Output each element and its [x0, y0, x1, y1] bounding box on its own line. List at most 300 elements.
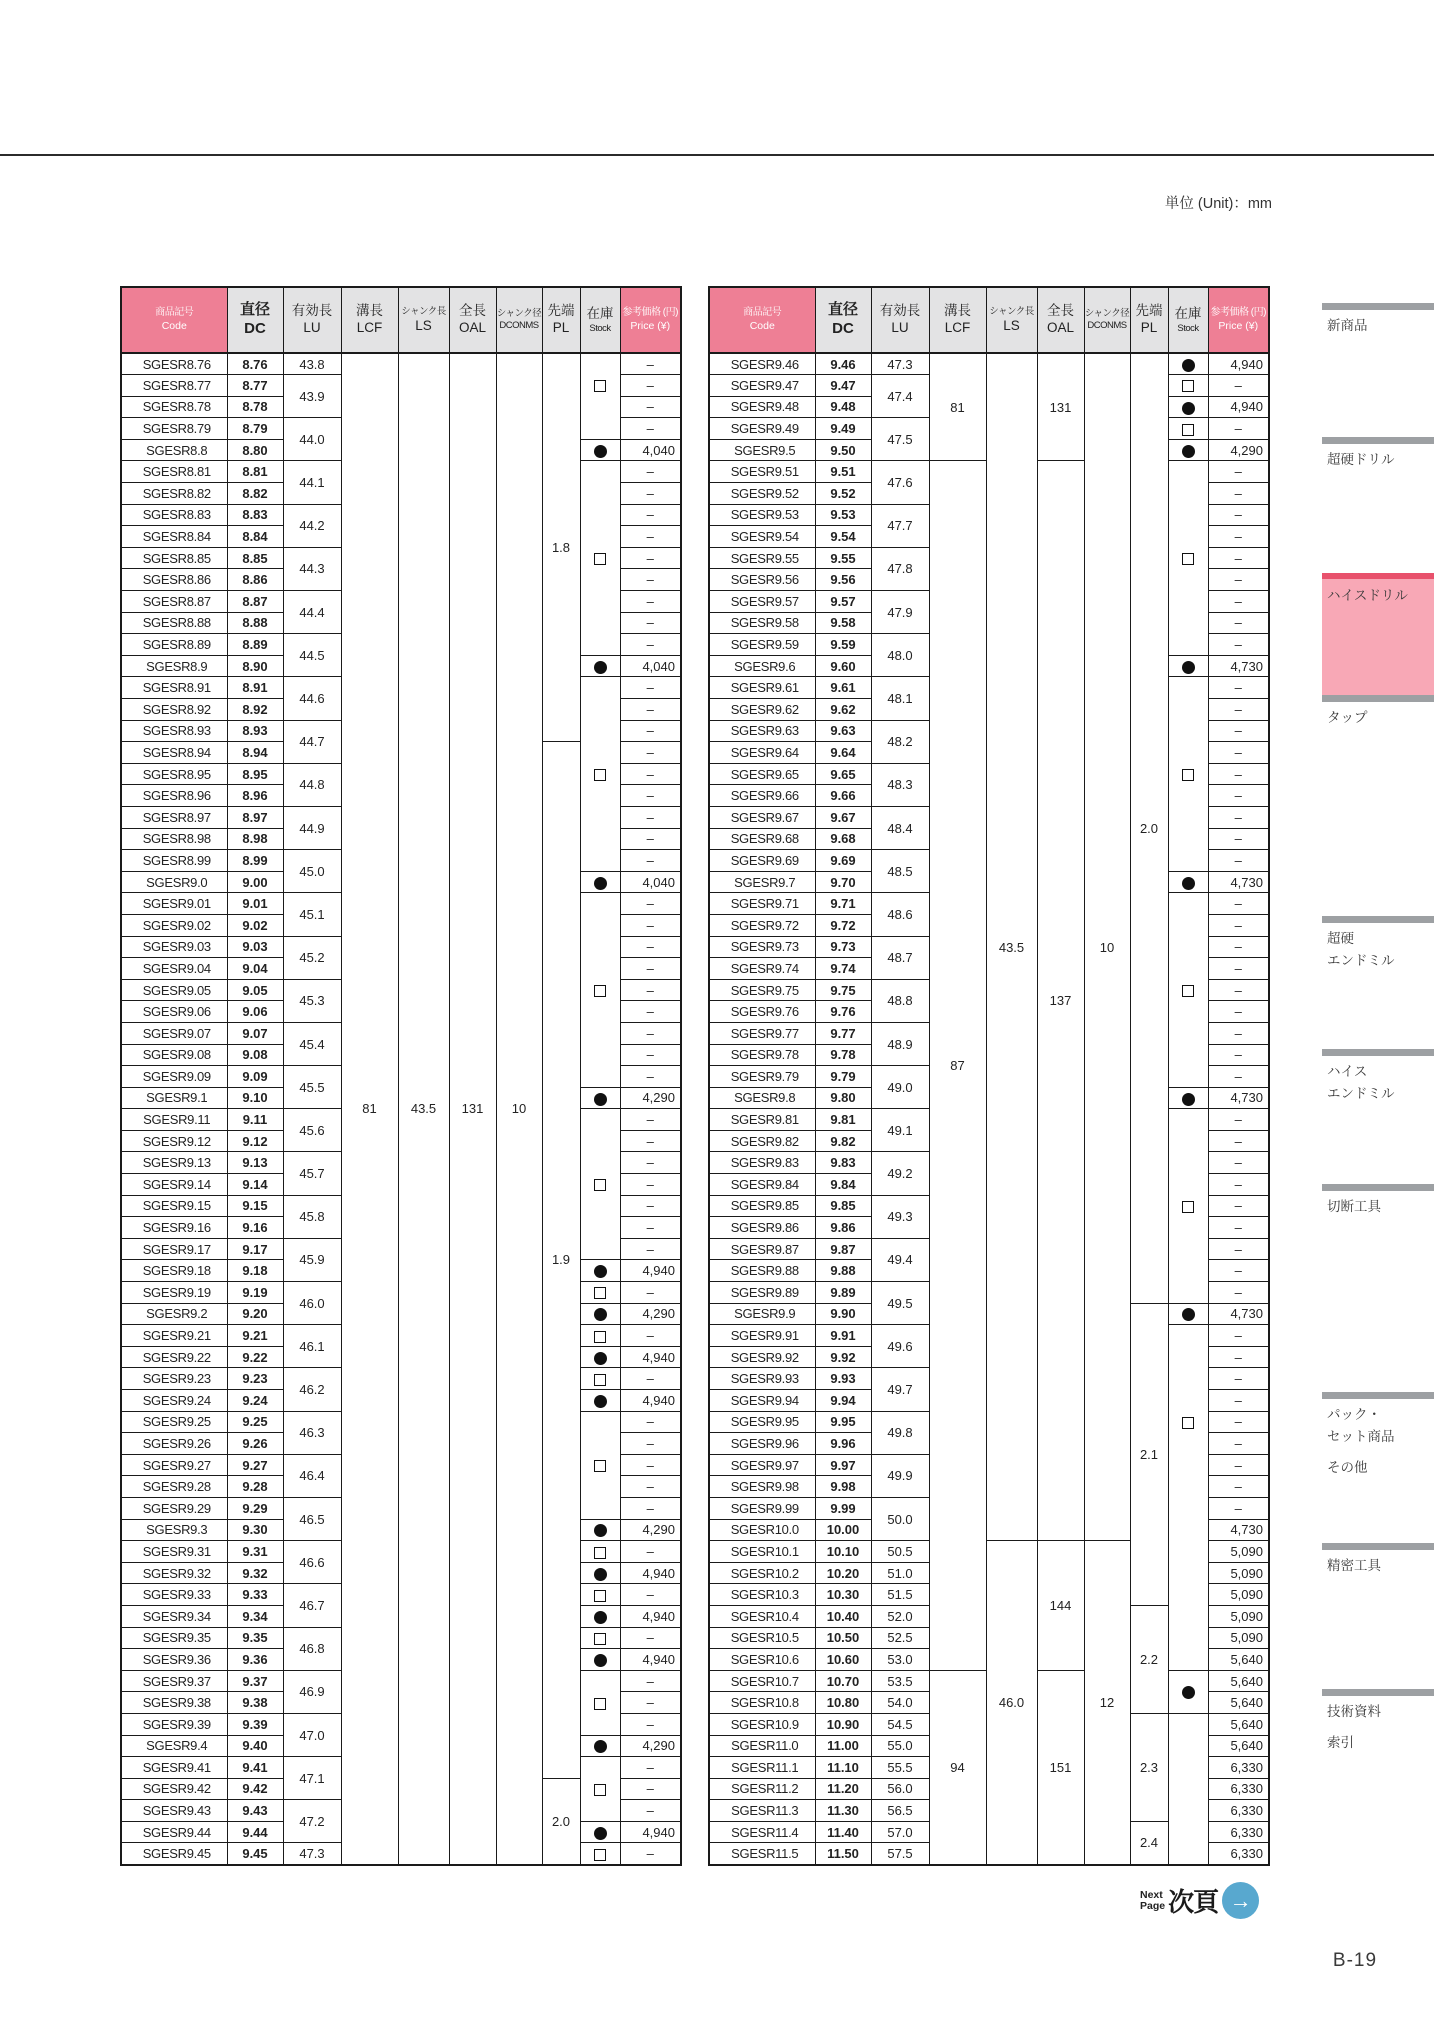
pl-cell: 2.4	[1130, 1821, 1168, 1864]
stock-cell	[580, 1411, 620, 1433]
sidebar-tab-bar	[1322, 1184, 1434, 1191]
dc-cell: 9.31	[227, 1541, 283, 1563]
price-cell: 5,640	[1208, 1713, 1269, 1735]
price-cell: –	[620, 1800, 681, 1822]
lu-cell: 46.8	[283, 1627, 341, 1670]
col-header-lcf: 溝長 LCF	[929, 287, 986, 353]
price-cell: –	[620, 1843, 681, 1865]
price-cell: –	[620, 806, 681, 828]
stock-cell	[580, 893, 620, 915]
code-cell: SGESR9.09	[121, 1066, 227, 1088]
price-cell: –	[1208, 483, 1269, 505]
code-cell: SGESR9.61	[709, 677, 815, 699]
price-cell: –	[620, 1692, 681, 1714]
col-header-oal: 全長 OAL	[1037, 287, 1084, 353]
price-cell: –	[620, 1130, 681, 1152]
oal-cell: 151	[1037, 1670, 1084, 1864]
oal-cell: 131	[1037, 353, 1084, 461]
col-header-oal: 全長 OAL	[449, 287, 496, 353]
dc-cell: 9.86	[815, 1217, 871, 1239]
stock-cell	[1168, 1454, 1208, 1476]
price-cell: –	[620, 936, 681, 958]
code-cell: SGESR9.05	[121, 979, 227, 1001]
price-cell: –	[1208, 1174, 1269, 1196]
ls-cell: 43.5	[398, 353, 449, 1865]
price-cell: 5,640	[1208, 1649, 1269, 1671]
price-cell: –	[620, 1238, 681, 1260]
stock-cell	[580, 547, 620, 569]
stock-cell	[1168, 742, 1208, 764]
price-cell: 5,640	[1208, 1670, 1269, 1692]
dc-cell: 9.93	[815, 1368, 871, 1390]
next-page-en-label: Next Page	[1140, 1888, 1166, 1912]
code-cell: SGESR9.01	[121, 893, 227, 915]
stock-cell	[580, 1152, 620, 1174]
lcf-cell: 87	[929, 461, 986, 1670]
dc-cell: 9.42	[227, 1778, 283, 1800]
stock-cell	[1168, 1282, 1208, 1304]
stock-cell	[1168, 1368, 1208, 1390]
code-cell: SGESR8.85	[121, 547, 227, 569]
stock-cell	[580, 1757, 620, 1779]
code-cell: SGESR9.49	[709, 418, 815, 440]
price-cell: –	[1208, 979, 1269, 1001]
pl-cell: 2.3	[1130, 1713, 1168, 1821]
stock-filled-icon	[594, 661, 607, 674]
stock-cell	[580, 1821, 620, 1843]
code-cell: SGESR10.1	[709, 1541, 815, 1563]
price-cell: –	[1208, 418, 1269, 440]
price-cell: 5,090	[1208, 1605, 1269, 1627]
lu-cell: 49.8	[871, 1411, 929, 1454]
stock-cell	[1168, 1022, 1208, 1044]
code-cell: SGESR9.55	[709, 547, 815, 569]
price-cell: –	[620, 526, 681, 548]
lu-cell: 45.1	[283, 893, 341, 936]
code-cell: SGESR9.54	[709, 526, 815, 548]
top-rule	[0, 154, 1434, 156]
code-cell: SGESR9.29	[121, 1497, 227, 1519]
stock-open-icon	[1182, 380, 1194, 392]
price-cell: –	[620, 742, 681, 764]
code-cell: SGESR9.38	[121, 1692, 227, 1714]
lu-cell: 47.3	[283, 1843, 341, 1865]
stock-filled-icon	[594, 1524, 607, 1537]
lu-cell: 46.1	[283, 1325, 341, 1368]
price-cell: –	[620, 1109, 681, 1131]
col-header-pl: 先端 PL	[1130, 287, 1168, 353]
stock-filled-icon	[594, 877, 607, 890]
code-cell: SGESR9.9	[709, 1303, 815, 1325]
code-cell: SGESR9.58	[709, 612, 815, 634]
dc-cell: 9.00	[227, 871, 283, 893]
stock-cell	[1168, 1843, 1208, 1865]
dc-cell: 9.26	[227, 1433, 283, 1455]
lu-cell: 47.4	[871, 375, 929, 418]
lu-cell: 47.9	[871, 591, 929, 634]
code-cell: SGESR9.0	[121, 871, 227, 893]
stock-filled-icon	[594, 1308, 607, 1321]
dc-cell: 8.83	[227, 504, 283, 526]
code-cell: SGESR9.77	[709, 1022, 815, 1044]
sidebar-tab-bar	[1322, 916, 1434, 923]
sidebar-item-label: 超硬	[1327, 931, 1354, 946]
stock-open-icon	[594, 1331, 606, 1343]
code-cell: SGESR9.94	[709, 1390, 815, 1412]
stock-cell	[580, 1562, 620, 1584]
stock-cell	[580, 1174, 620, 1196]
dc-cell: 8.84	[227, 526, 283, 548]
stock-cell	[1168, 720, 1208, 742]
stock-cell	[580, 375, 620, 397]
code-cell: SGESR9.79	[709, 1066, 815, 1088]
price-cell: –	[1208, 1238, 1269, 1260]
col-header-dc: 直径 DC	[227, 287, 283, 353]
code-cell: SGESR8.78	[121, 396, 227, 418]
lu-cell: 45.4	[283, 1022, 341, 1065]
stock-cell	[1168, 1757, 1208, 1779]
dc-cell: 9.63	[815, 720, 871, 742]
code-cell: SGESR11.5	[709, 1843, 815, 1865]
dc-cell: 9.70	[815, 871, 871, 893]
dc-cell: 11.50	[815, 1843, 871, 1865]
stock-cell	[580, 353, 620, 375]
lu-cell: 56.5	[871, 1800, 929, 1822]
price-cell: –	[620, 1044, 681, 1066]
price-cell: –	[1208, 504, 1269, 526]
dc-cell: 10.20	[815, 1562, 871, 1584]
price-cell: 4,040	[620, 655, 681, 677]
price-cell: –	[1208, 591, 1269, 613]
price-cell: –	[1208, 936, 1269, 958]
pl-cell: 2.1	[1130, 1303, 1168, 1605]
stock-cell	[1168, 418, 1208, 440]
stock-filled-icon	[1182, 445, 1195, 458]
price-cell: –	[620, 1217, 681, 1239]
price-cell: –	[620, 1497, 681, 1519]
code-cell: SGESR9.41	[121, 1757, 227, 1779]
dc-cell: 10.40	[815, 1605, 871, 1627]
dc-cell: 9.66	[815, 785, 871, 807]
next-page-arrow-icon[interactable]: →	[1222, 1882, 1259, 1919]
price-cell: –	[620, 353, 681, 375]
stock-cell	[580, 1670, 620, 1692]
dc-cell: 9.75	[815, 979, 871, 1001]
dc-cell: 9.17	[227, 1238, 283, 1260]
next-page-button[interactable]	[1140, 1882, 1259, 1919]
code-cell: SGESR9.08	[121, 1044, 227, 1066]
price-cell: –	[1208, 1476, 1269, 1498]
price-cell: –	[1208, 1433, 1269, 1455]
oal-cell: 144	[1037, 1541, 1084, 1671]
stock-open-icon	[594, 1698, 606, 1710]
price-cell: 4,040	[620, 439, 681, 461]
stock-open-icon	[1182, 985, 1194, 997]
code-cell: SGESR8.81	[121, 461, 227, 483]
price-cell: 4,940	[620, 1649, 681, 1671]
lu-cell: 43.8	[283, 353, 341, 375]
price-cell: –	[1208, 763, 1269, 785]
lu-cell: 49.3	[871, 1195, 929, 1238]
stock-cell	[1168, 634, 1208, 656]
stock-cell	[580, 1541, 620, 1563]
stock-filled-icon	[1182, 661, 1195, 674]
next-page-jp-label: 次頁	[1168, 1887, 1219, 1917]
price-cell: 5,090	[1208, 1584, 1269, 1606]
stock-cell	[1168, 1649, 1208, 1671]
stock-cell	[1168, 569, 1208, 591]
stock-filled-icon	[1182, 359, 1195, 372]
code-cell: SGESR9.68	[709, 828, 815, 850]
stock-open-icon	[1182, 769, 1194, 781]
dconms-cell: 12	[1084, 1541, 1130, 1865]
spec-table-right	[708, 286, 1270, 1866]
code-cell: SGESR8.96	[121, 785, 227, 807]
stock-cell	[580, 914, 620, 936]
code-cell: SGESR9.67	[709, 806, 815, 828]
dc-cell: 9.78	[815, 1044, 871, 1066]
stock-open-icon	[594, 1633, 606, 1645]
dc-cell: 11.00	[815, 1735, 871, 1757]
dc-cell: 9.15	[227, 1195, 283, 1217]
price-cell: –	[620, 1757, 681, 1779]
dc-cell: 8.79	[227, 418, 283, 440]
price-cell: –	[620, 720, 681, 742]
lu-cell: 45.7	[283, 1152, 341, 1195]
stock-cell	[580, 1109, 620, 1131]
lu-cell: 46.9	[283, 1670, 341, 1713]
dc-cell: 9.55	[815, 547, 871, 569]
price-cell: –	[1208, 785, 1269, 807]
code-cell: SGESR8.83	[121, 504, 227, 526]
stock-cell	[580, 569, 620, 591]
dc-cell: 8.86	[227, 569, 283, 591]
stock-cell	[1168, 483, 1208, 505]
code-cell: SGESR9.95	[709, 1411, 815, 1433]
code-cell: SGESR11.3	[709, 1800, 815, 1822]
stock-cell	[1168, 936, 1208, 958]
price-cell: –	[1208, 1260, 1269, 1282]
stock-filled-icon	[594, 1265, 607, 1278]
dc-cell: 9.53	[815, 504, 871, 526]
lu-cell: 47.3	[871, 353, 929, 375]
stock-cell	[1168, 1778, 1208, 1800]
stock-cell	[580, 1238, 620, 1260]
stock-filled-icon	[1182, 1308, 1195, 1321]
dc-cell: 9.85	[815, 1195, 871, 1217]
price-cell: –	[620, 1368, 681, 1390]
stock-cell	[580, 850, 620, 872]
sidebar-item-label: 超硬ドリル	[1327, 452, 1395, 467]
code-cell: SGESR9.65	[709, 763, 815, 785]
dc-cell: 9.05	[227, 979, 283, 1001]
stock-cell	[1168, 1476, 1208, 1498]
sidebar-item-label: エンドミル	[1327, 953, 1395, 968]
dc-cell: 10.10	[815, 1541, 871, 1563]
stock-cell	[580, 1454, 620, 1476]
dc-cell: 8.95	[227, 763, 283, 785]
dc-cell: 11.40	[815, 1821, 871, 1843]
stock-filled-icon	[1182, 1093, 1195, 1106]
sidebar-tab-bar	[1322, 1543, 1434, 1550]
stock-cell	[580, 1497, 620, 1519]
code-cell: SGESR9.34	[121, 1605, 227, 1627]
code-cell: SGESR8.79	[121, 418, 227, 440]
dc-cell: 11.30	[815, 1800, 871, 1822]
lu-cell: 45.2	[283, 936, 341, 979]
lu-cell: 44.4	[283, 591, 341, 634]
dc-cell: 8.85	[227, 547, 283, 569]
code-cell: SGESR10.0	[709, 1519, 815, 1541]
code-cell: SGESR9.93	[709, 1368, 815, 1390]
lu-cell: 47.5	[871, 418, 929, 461]
lu-cell: 45.8	[283, 1195, 341, 1238]
code-cell: SGESR9.2	[121, 1303, 227, 1325]
sidebar-item-label: 新商品	[1327, 318, 1368, 333]
dc-cell: 9.92	[815, 1346, 871, 1368]
price-cell: –	[620, 1022, 681, 1044]
dc-cell: 9.22	[227, 1346, 283, 1368]
code-cell: SGESR9.53	[709, 504, 815, 526]
lu-cell: 57.5	[871, 1843, 929, 1865]
dc-cell: 9.64	[815, 742, 871, 764]
stock-cell	[1168, 850, 1208, 872]
price-cell: –	[620, 1411, 681, 1433]
price-cell: –	[1208, 1454, 1269, 1476]
stock-cell	[1168, 1217, 1208, 1239]
dc-cell: 9.47	[815, 375, 871, 397]
price-cell: –	[1208, 958, 1269, 980]
code-cell: SGESR10.7	[709, 1670, 815, 1692]
price-cell: –	[1208, 1325, 1269, 1347]
code-cell: SGESR8.89	[121, 634, 227, 656]
lu-cell: 44.6	[283, 677, 341, 720]
dc-cell: 9.80	[815, 1087, 871, 1109]
dc-cell: 9.39	[227, 1713, 283, 1735]
price-cell: –	[620, 504, 681, 526]
code-cell: SGESR9.19	[121, 1282, 227, 1304]
price-cell: –	[620, 634, 681, 656]
stock-cell	[580, 677, 620, 699]
code-cell: SGESR9.87	[709, 1238, 815, 1260]
price-cell: –	[1208, 1346, 1269, 1368]
sidebar-item-label: 精密工具	[1327, 1558, 1381, 1573]
lu-cell: 57.0	[871, 1821, 929, 1843]
lu-cell: 45.0	[283, 850, 341, 893]
dc-cell: 9.03	[227, 936, 283, 958]
dc-cell: 9.19	[227, 1282, 283, 1304]
code-cell: SGESR8.76	[121, 353, 227, 375]
lu-cell: 49.0	[871, 1066, 929, 1109]
code-cell: SGESR9.86	[709, 1217, 815, 1239]
price-cell: –	[620, 1778, 681, 1800]
stock-cell	[580, 1800, 620, 1822]
price-cell: 4,730	[1208, 1303, 1269, 1325]
dc-cell: 10.00	[815, 1519, 871, 1541]
col-header-stock: 在庫 Stock	[1168, 287, 1208, 353]
lu-cell: 46.5	[283, 1497, 341, 1540]
pl-cell: 1.8	[542, 353, 580, 742]
dc-cell: 8.80	[227, 439, 283, 461]
col-header-lu: 有効長 LU	[871, 287, 929, 353]
code-cell: SGESR8.95	[121, 763, 227, 785]
stock-cell	[1168, 1325, 1208, 1347]
spec-table	[708, 286, 1270, 1866]
stock-cell	[580, 1303, 620, 1325]
code-cell: SGESR8.93	[121, 720, 227, 742]
code-cell: SGESR9.96	[709, 1433, 815, 1455]
stock-cell	[1168, 1670, 1208, 1713]
stock-filled-icon	[594, 1352, 607, 1365]
stock-cell	[1168, 1346, 1208, 1368]
col-header-stock: 在庫 Stock	[580, 287, 620, 353]
lu-cell: 48.2	[871, 720, 929, 763]
price-cell: 5,640	[1208, 1735, 1269, 1757]
dc-cell: 9.16	[227, 1217, 283, 1239]
dc-cell: 9.60	[815, 655, 871, 677]
stock-cell	[580, 871, 620, 893]
stock-cell	[1168, 655, 1208, 677]
code-cell: SGESR9.73	[709, 936, 815, 958]
col-header-ls: シャンク長 LS	[986, 287, 1037, 353]
dc-cell: 9.37	[227, 1670, 283, 1692]
stock-cell	[580, 1066, 620, 1088]
code-cell: SGESR9.07	[121, 1022, 227, 1044]
stock-cell	[580, 979, 620, 1001]
dc-cell: 9.59	[815, 634, 871, 656]
lu-cell: 44.5	[283, 634, 341, 677]
dc-cell: 9.34	[227, 1605, 283, 1627]
stock-cell	[580, 612, 620, 634]
code-cell: SGESR9.63	[709, 720, 815, 742]
price-cell: 6,330	[1208, 1757, 1269, 1779]
code-cell: SGESR8.77	[121, 375, 227, 397]
code-cell: SGESR9.57	[709, 591, 815, 613]
stock-cell	[580, 1390, 620, 1412]
dc-cell: 9.94	[815, 1390, 871, 1412]
price-cell: 5,090	[1208, 1627, 1269, 1649]
code-cell: SGESR9.78	[709, 1044, 815, 1066]
col-header-code: 商品記号 Code	[121, 287, 227, 353]
stock-filled-icon	[1182, 1686, 1195, 1699]
dc-cell: 9.24	[227, 1390, 283, 1412]
code-cell: SGESR8.94	[121, 742, 227, 764]
price-cell: 5,640	[1208, 1692, 1269, 1714]
lu-cell: 47.0	[283, 1713, 341, 1756]
stock-cell	[580, 504, 620, 526]
lu-cell: 48.5	[871, 850, 929, 893]
lu-cell: 48.1	[871, 677, 929, 720]
code-cell: SGESR10.3	[709, 1584, 815, 1606]
col-header-ls: シャンク長 LS	[398, 287, 449, 353]
stock-filled-icon	[594, 445, 607, 458]
price-cell: –	[1208, 612, 1269, 634]
stock-cell	[1168, 1411, 1208, 1433]
lu-cell: 48.9	[871, 1022, 929, 1065]
dc-cell: 9.87	[815, 1238, 871, 1260]
lu-cell: 46.2	[283, 1368, 341, 1411]
price-cell: –	[620, 1433, 681, 1455]
price-cell: –	[1208, 828, 1269, 850]
stock-open-icon	[594, 985, 606, 997]
code-cell: SGESR9.46	[709, 353, 815, 375]
code-cell: SGESR9.22	[121, 1346, 227, 1368]
lcf-cell: 81	[341, 353, 398, 1865]
code-cell: SGESR8.88	[121, 612, 227, 634]
dc-cell: 10.90	[815, 1713, 871, 1735]
price-cell: –	[1208, 1368, 1269, 1390]
stock-open-icon	[1182, 553, 1194, 565]
